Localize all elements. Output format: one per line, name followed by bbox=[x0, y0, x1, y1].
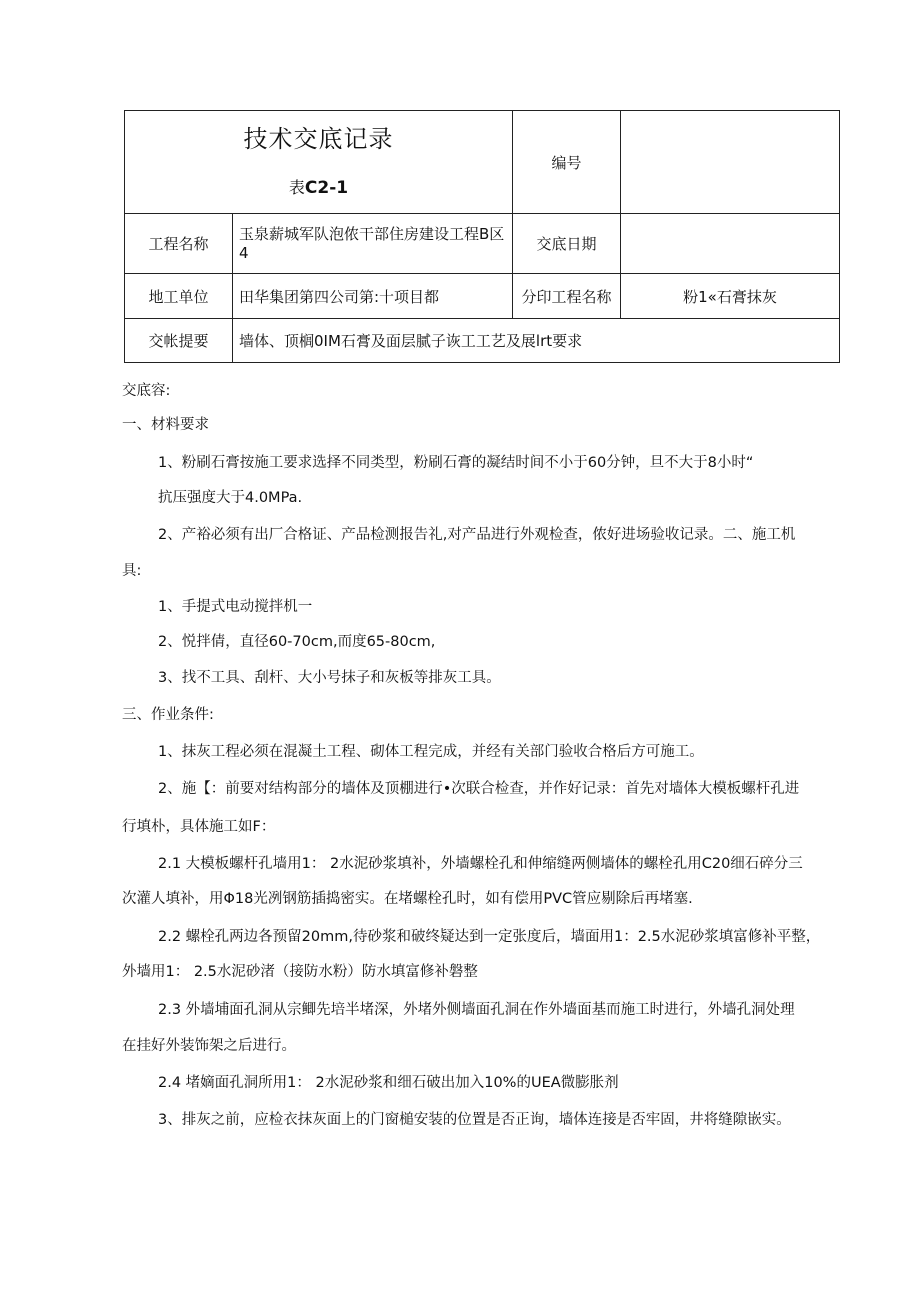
paragraph-line: 2.4 堵嫡面孔洞所用1： 2水泥砂浆和细石破出加入10%的UEA微膨胀剂 bbox=[158, 1075, 619, 1091]
number-label: 编号 bbox=[513, 111, 621, 214]
paragraph-line: 2、施【：前要对结构部分的墙体及顶棚进行•次联合检查，并作好记录：首先对墙体大模板螺杆孔进 bbox=[158, 781, 800, 797]
unit-label: 地工单位 bbox=[125, 274, 233, 319]
paragraph-line: 2.3 外墙埔面孔洞从宗鲫先培半堵深，外堵外侧墙面孔洞在作外墙面基而施工时进行，外墙孔洞处理 bbox=[158, 1002, 795, 1018]
header-table bbox=[124, 110, 840, 363]
paragraph-line: 外墙用1： 2.5水泥砂渚（接防水粉）防水填富修补磐整 bbox=[122, 964, 478, 980]
paragraph-line: 1、粉刷石膏按施工要求选择不同类型，粉刷石膏的凝结时间不小于60分钟，旦不大于8小时“ bbox=[158, 455, 754, 471]
date-label: 交底日期 bbox=[513, 214, 621, 274]
paragraph-line: 次灌人填补，用Φ18光冽钢筋插捣密实。在堵螺栓孔时，如有偿用PVC管应剔除后再堵塞. bbox=[122, 891, 693, 907]
paragraph-line: 1、手提式电动搅拌机一 bbox=[158, 599, 313, 615]
subproject-label: 分印工程名称 bbox=[513, 274, 621, 319]
form-code: 表C2-1 bbox=[288, 178, 349, 198]
intro-line: 交底容: bbox=[122, 383, 171, 399]
paragraph-line: 3、找不工具、刮杆、大小号抹子和灰板等排灰工具。 bbox=[158, 670, 501, 686]
paragraph-line: 1、抹灰工程必须在混凝土工程、砌体工程完成，并经有关部门验收合格后方可施工。 bbox=[158, 744, 704, 760]
paragraph-line: 抗压强度大于4.0MPa. bbox=[158, 490, 303, 506]
document-title: 技术交底记录 bbox=[243, 125, 394, 153]
paragraph-line: 2、悦拌倩，直径60-70cm,而度65-80cm, bbox=[158, 634, 436, 650]
project-label: 工程名称 bbox=[125, 214, 233, 274]
paragraph-line: 具: bbox=[122, 563, 142, 579]
date-value bbox=[621, 214, 840, 274]
summary-label: 交帐提要 bbox=[125, 319, 233, 363]
paragraph-line: 行填朴，具体施工如F： bbox=[122, 819, 276, 835]
section-heading: 三、作业条件: bbox=[122, 707, 214, 723]
paragraph-line: 3、排灰之前，应检衣抹灰面上的门窗槌安装的位置是否正询，墙体连接是否牢固，井将缝隙嵌实。 bbox=[158, 1112, 791, 1128]
summary-value: 墙体、顶榈0IM石膏及面层腻子诙工工艺及展lrt要求 bbox=[233, 319, 840, 363]
section-heading: 一、材料要求 bbox=[122, 417, 209, 433]
paragraph-line: 在挂好外装饰架之后进行。 bbox=[122, 1038, 296, 1054]
unit-value: 田华集团第四公司第:十项目都 bbox=[233, 274, 513, 319]
subproject-value: 粉1«石膏抹灰 bbox=[621, 274, 840, 319]
paragraph-line: 2.1 大模板螺杆孔墙用1： 2水泥砂浆填补，外墙螺栓孔和伸缩缝两侧墙体的螺栓孔用C20细石碎分三 bbox=[158, 856, 803, 872]
title-cell bbox=[125, 111, 513, 214]
paragraph-line: 2.2 螺栓孔两边各预留20mm,待砂浆和破终疑达到一定张度后，墙面用1：2.5水泥砂浆填富修补平整， bbox=[158, 929, 821, 945]
paragraph-line: 2、产裕必须有出厂合格证、产品检测报告礼,对产品进行外观检查，侬好进场验收记录。二、施工机 bbox=[158, 527, 796, 543]
number-value bbox=[621, 111, 840, 214]
project-value: 玉泉薪城军队泡侬干部住房建设工程B区 4 bbox=[233, 214, 513, 274]
